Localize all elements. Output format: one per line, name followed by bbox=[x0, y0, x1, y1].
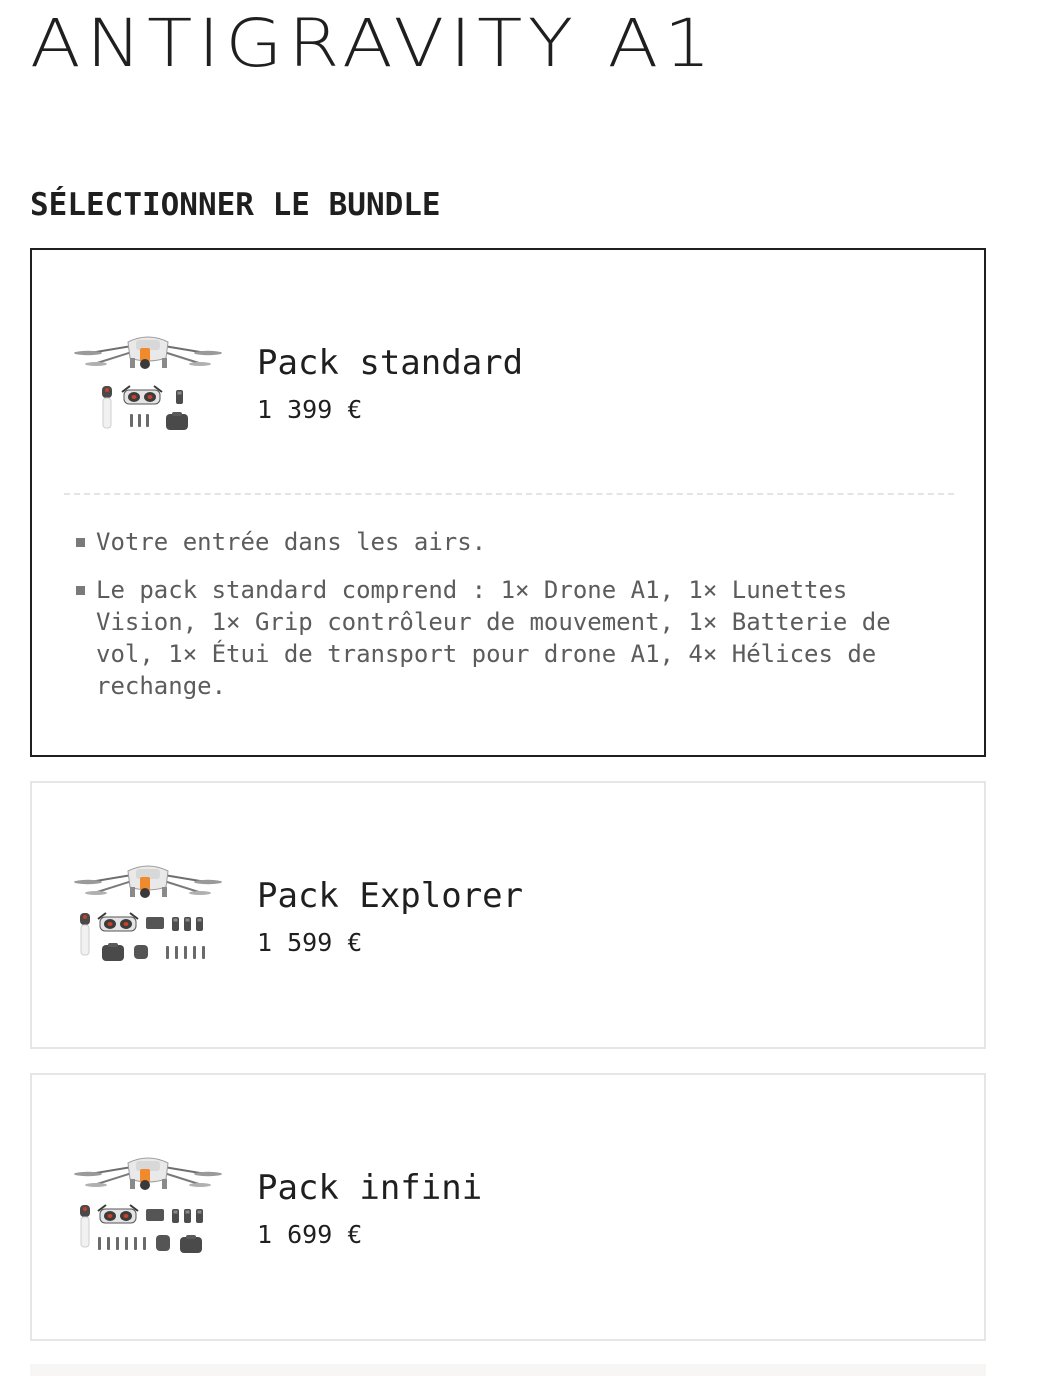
bundle-card-partial[interactable] bbox=[30, 1364, 986, 1376]
feature-text: Le pack standard comprend : 1× Drone A1, 1× Lunettes Vision, 1× Grip contrôleur de mouvement, 1× Batterie de vol, 1× Étui de transport pour drone A1, 4× Hélices de rechange. bbox=[96, 576, 891, 700]
charger-icon bbox=[146, 917, 164, 929]
bundle-name: Pack infini bbox=[257, 1168, 483, 1208]
bundle-name: Pack standard bbox=[257, 343, 524, 383]
bundle-section-title: SÉLECTIONNER LE BUNDLE bbox=[30, 187, 441, 223]
feature-text: Votre entrée dans les airs. bbox=[96, 528, 487, 556]
product-title: ANTIGRAVITY A1 bbox=[30, 5, 717, 82]
square-bullet-icon bbox=[76, 538, 85, 547]
bundle-card-infini[interactable] bbox=[30, 1073, 986, 1341]
bundle-card-standard[interactable] bbox=[30, 248, 986, 757]
bundle-price: 1 599 € bbox=[257, 928, 363, 957]
bundle-feature-list bbox=[76, 526, 916, 718]
bundle-name: Pack Explorer bbox=[257, 876, 524, 916]
bundle-price: 1 699 € bbox=[257, 1220, 363, 1249]
infini-bundle-image bbox=[74, 1149, 222, 1261]
explorer-bundle-image bbox=[74, 857, 222, 969]
card-divider bbox=[64, 493, 954, 495]
bundle-card-explorer[interactable] bbox=[30, 781, 986, 1049]
standard-bundle-image bbox=[74, 328, 222, 440]
feature-item bbox=[76, 574, 916, 702]
feature-item bbox=[76, 526, 916, 558]
square-bullet-icon bbox=[76, 586, 85, 595]
bundle-price: 1 399 € bbox=[257, 395, 363, 424]
